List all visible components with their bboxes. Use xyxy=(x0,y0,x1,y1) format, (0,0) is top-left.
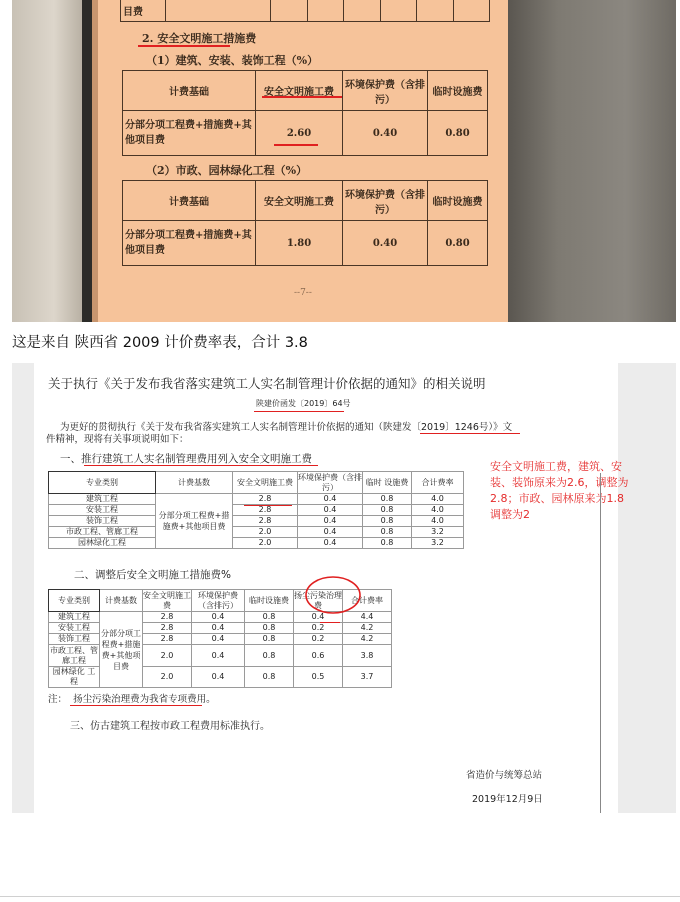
t2-header-safety: 安全文明施工费 xyxy=(143,590,191,610)
t2-cell: 2.8 xyxy=(143,634,192,645)
photo-t1-value-temp: 0.80 xyxy=(428,111,488,156)
t1-cell: 0.4 xyxy=(298,527,363,538)
t1-cell: 3.2 xyxy=(412,527,464,538)
section-1-title: 推行建筑工人实名制管理费用列入安全文明施工费 xyxy=(81,453,312,465)
t1-category: 建筑工程 xyxy=(49,494,156,505)
section-1-prefix: 一、 xyxy=(60,453,81,465)
t2-cell: 0.5 xyxy=(294,667,343,688)
t1-cell: 0.8 xyxy=(363,527,412,538)
note-text: 扬尘污染治理费为我省专项费用。 xyxy=(73,694,216,705)
t1-header-basis: 计费基数 xyxy=(156,472,233,494)
t2-cell: 4.4 xyxy=(343,612,392,623)
t2-category: 安装工程 xyxy=(49,623,100,634)
photo-t2-header-safety: 安全文明施工费 xyxy=(256,181,343,221)
document-page xyxy=(34,363,629,813)
document-title: 关于执行《关于发布我省落实建筑工人实名制管理计价依据的通知》的相关说明 xyxy=(48,376,486,391)
section-3: 三、仿古建筑工程按市政工程费用标准执行。 xyxy=(70,721,270,732)
note-label: 注： xyxy=(48,694,68,705)
t2-cell: 0.4 xyxy=(192,623,245,634)
t2-cell: 0.4 xyxy=(192,634,245,645)
t1-cell: 0.4 xyxy=(298,494,363,505)
t2-cell: 3.8 xyxy=(343,645,392,667)
table-1 xyxy=(48,471,464,549)
t1-cell: 2.8 xyxy=(233,516,298,527)
t1-header-category: 专业类别 xyxy=(49,472,156,494)
photo-subtitle-2: （2）市政、园林绿化工程（%） xyxy=(146,164,308,177)
t1-cell: 0.8 xyxy=(363,538,412,549)
t2-header-basis: 计费基数 xyxy=(100,590,143,612)
vertical-rule xyxy=(600,473,601,813)
photo-value-underline xyxy=(274,144,318,146)
t2-basis: 分部分项工程费+措施费+其他项目费 xyxy=(100,612,143,688)
t2-cell: 2.0 xyxy=(143,667,192,688)
t2-cell: 2.8 xyxy=(143,623,192,634)
section-1-underline xyxy=(84,465,318,466)
t2-category: 装饰工程 xyxy=(49,634,100,645)
photo-t2-value-env: 0.40 xyxy=(343,221,428,266)
left-page-edge xyxy=(12,0,82,322)
t2-cell: 2.0 xyxy=(143,645,192,667)
caption: 这是来自 陕西省 2009 计价费率表，合计 3.8 xyxy=(12,335,308,351)
photo-t2-header-basis: 计费基础 xyxy=(123,181,256,221)
t1-header-total: 合计费率 xyxy=(412,472,464,494)
t1-category: 安装工程 xyxy=(49,505,156,516)
table-row xyxy=(49,494,464,505)
t1-cell: 3.2 xyxy=(412,538,464,549)
t1-cell: 0.8 xyxy=(363,494,412,505)
t2-cell: 3.7 xyxy=(343,667,392,688)
intro-line-1-pre: 为更好的贯彻执行《关于发布我省落实建筑工人实名制管理计价依据的通知（ xyxy=(60,422,384,433)
t2-cell: 0.4 xyxy=(294,612,343,623)
t1-header-safety: 安全文明施工费 xyxy=(233,472,298,494)
scanned-photo xyxy=(12,0,676,322)
photo-t1-value-safety: 2.60 xyxy=(256,111,343,156)
section-1-heading xyxy=(60,451,312,466)
t2-cell: 0.8 xyxy=(245,623,294,634)
intro-line-2: 件精神，现将有关事项说明如下： xyxy=(46,434,189,445)
t1-cell: 2.8 xyxy=(233,505,298,516)
t2-cell: 0.2 xyxy=(294,634,343,645)
t1-basis: 分部分项工程费+措施费+其他项目费 xyxy=(156,494,233,549)
t2-cell: 4.2 xyxy=(343,634,392,645)
t1-cell: 2.0 xyxy=(233,527,298,538)
table-row xyxy=(49,505,464,516)
table-row xyxy=(49,538,464,549)
photo-t1-header-temp: 临时设施费 xyxy=(428,71,488,111)
t1-cell: 0.4 xyxy=(298,538,363,549)
t1-header-temp: 临时 设施费 xyxy=(363,472,412,494)
intro-ref-underline xyxy=(420,433,520,434)
t2-cell: 0.8 xyxy=(245,667,294,688)
t2-category: 市政工程、管廊工程 xyxy=(50,645,98,665)
photo-top-cell: 目费 xyxy=(121,0,166,22)
photo-t1-header-basis: 计费基础 xyxy=(123,71,256,111)
photo-t1-value-env: 0.40 xyxy=(343,111,428,156)
t2-cell: 0.8 xyxy=(245,634,294,645)
photo-top-table-remnant xyxy=(120,0,490,22)
dust-header-circle xyxy=(302,571,368,617)
t1-category: 市政工程、管廊工程 xyxy=(49,527,156,538)
intro-line-1-post: ）》文 xyxy=(488,422,513,433)
t2-cell: 0.8 xyxy=(245,612,294,623)
t2-cell: 2.8 xyxy=(143,612,192,623)
photo-t2-value-temp: 0.80 xyxy=(428,221,488,266)
t2-category: 建筑工程 xyxy=(49,612,100,623)
photo-t1-header-safety: 安全文明施工费 xyxy=(256,71,343,111)
t2-category: 园林绿化 工程 xyxy=(49,667,100,688)
photo-t1-basis: 分部分项工程费+措施费+其他项目费 xyxy=(123,111,256,156)
t1-cell: 0.4 xyxy=(298,516,363,527)
intro-line-1-ref: 陕建发〔2019〕1246号 xyxy=(383,422,489,433)
photo-t1-header-env: 环境保护费（含排污） xyxy=(343,71,428,111)
photo-page-number: --7-- xyxy=(294,288,312,298)
date: 2019年12月9日 xyxy=(472,794,543,805)
t1-category: 装饰工程 xyxy=(49,516,156,527)
t1-header-env: 环境保护费（含排污） xyxy=(298,472,362,492)
t2-cell: 0.4 xyxy=(192,645,245,667)
t1-cell: 4.0 xyxy=(412,516,464,527)
photo-subtitle-1: （1）建筑、安装、装饰工程（%） xyxy=(146,54,319,67)
t2-header-temp: 临时设施费 xyxy=(245,590,294,612)
t2-header-total: 合计费率 xyxy=(343,590,392,612)
issuer: 省造价与统筹总站 xyxy=(466,770,543,781)
photo-t2-header-env: 环境保护费（含排污） xyxy=(343,181,428,221)
table-row xyxy=(49,527,464,538)
photo-table-2 xyxy=(122,180,488,266)
photo-sheet xyxy=(98,0,508,322)
t2-cell: 0.4 xyxy=(192,667,245,688)
photo-title-underline xyxy=(138,45,230,47)
t2-header-dust: 扬尘污染治理费 xyxy=(294,590,342,610)
doc-number-underline xyxy=(254,411,344,412)
red-annotation: 安全文明施工费，建筑、安装、装饰原来为2.6，调整为2.8；市政、园林原来为1.8调整为2 xyxy=(490,460,629,521)
t2-cell: 0.4 xyxy=(192,612,245,623)
doc-number: 陕建价函发〔2019〕64号 xyxy=(256,399,351,408)
note xyxy=(48,691,216,705)
photo-t2-value-safety: 1.80 xyxy=(256,221,343,266)
right-page-shadow xyxy=(508,0,676,322)
note-underline xyxy=(70,705,202,706)
dust-value-underline xyxy=(320,622,340,623)
bottom-divider xyxy=(0,896,680,897)
t1-cell: 0.8 xyxy=(363,505,412,516)
t1-safety-underline xyxy=(244,505,292,506)
photo-t2-header-temp: 临时设施费 xyxy=(428,181,488,221)
t1-cell: 0.8 xyxy=(363,516,412,527)
photo-section-title: 2. 安全文明施工措施费 xyxy=(142,32,257,45)
t2-cell: 0.8 xyxy=(245,645,294,667)
section-2-title: 二、调整后安全文明施工措施费% xyxy=(74,569,231,581)
t2-cell: 4.2 xyxy=(343,623,392,634)
photo-header-underline xyxy=(262,96,342,98)
t1-cell: 2.0 xyxy=(233,538,298,549)
t2-header-category: 专业类别 xyxy=(49,590,100,612)
t2-header-env: 环境保护费（含排污） xyxy=(192,590,245,612)
t2-cell: 0.2 xyxy=(294,623,343,634)
t1-category: 园林绿化工程 xyxy=(49,538,156,549)
t2-cell: 0.6 xyxy=(294,645,343,667)
t1-cell: 4.0 xyxy=(412,505,464,516)
table-row xyxy=(49,516,464,527)
document-screenshot xyxy=(12,363,676,813)
t1-cell: 2.8 xyxy=(233,494,298,505)
t1-cell: 0.4 xyxy=(298,505,363,516)
t1-cell: 4.0 xyxy=(412,494,464,505)
photo-t2-basis: 分部分项工程费+措施费+其他项目费 xyxy=(123,221,256,266)
